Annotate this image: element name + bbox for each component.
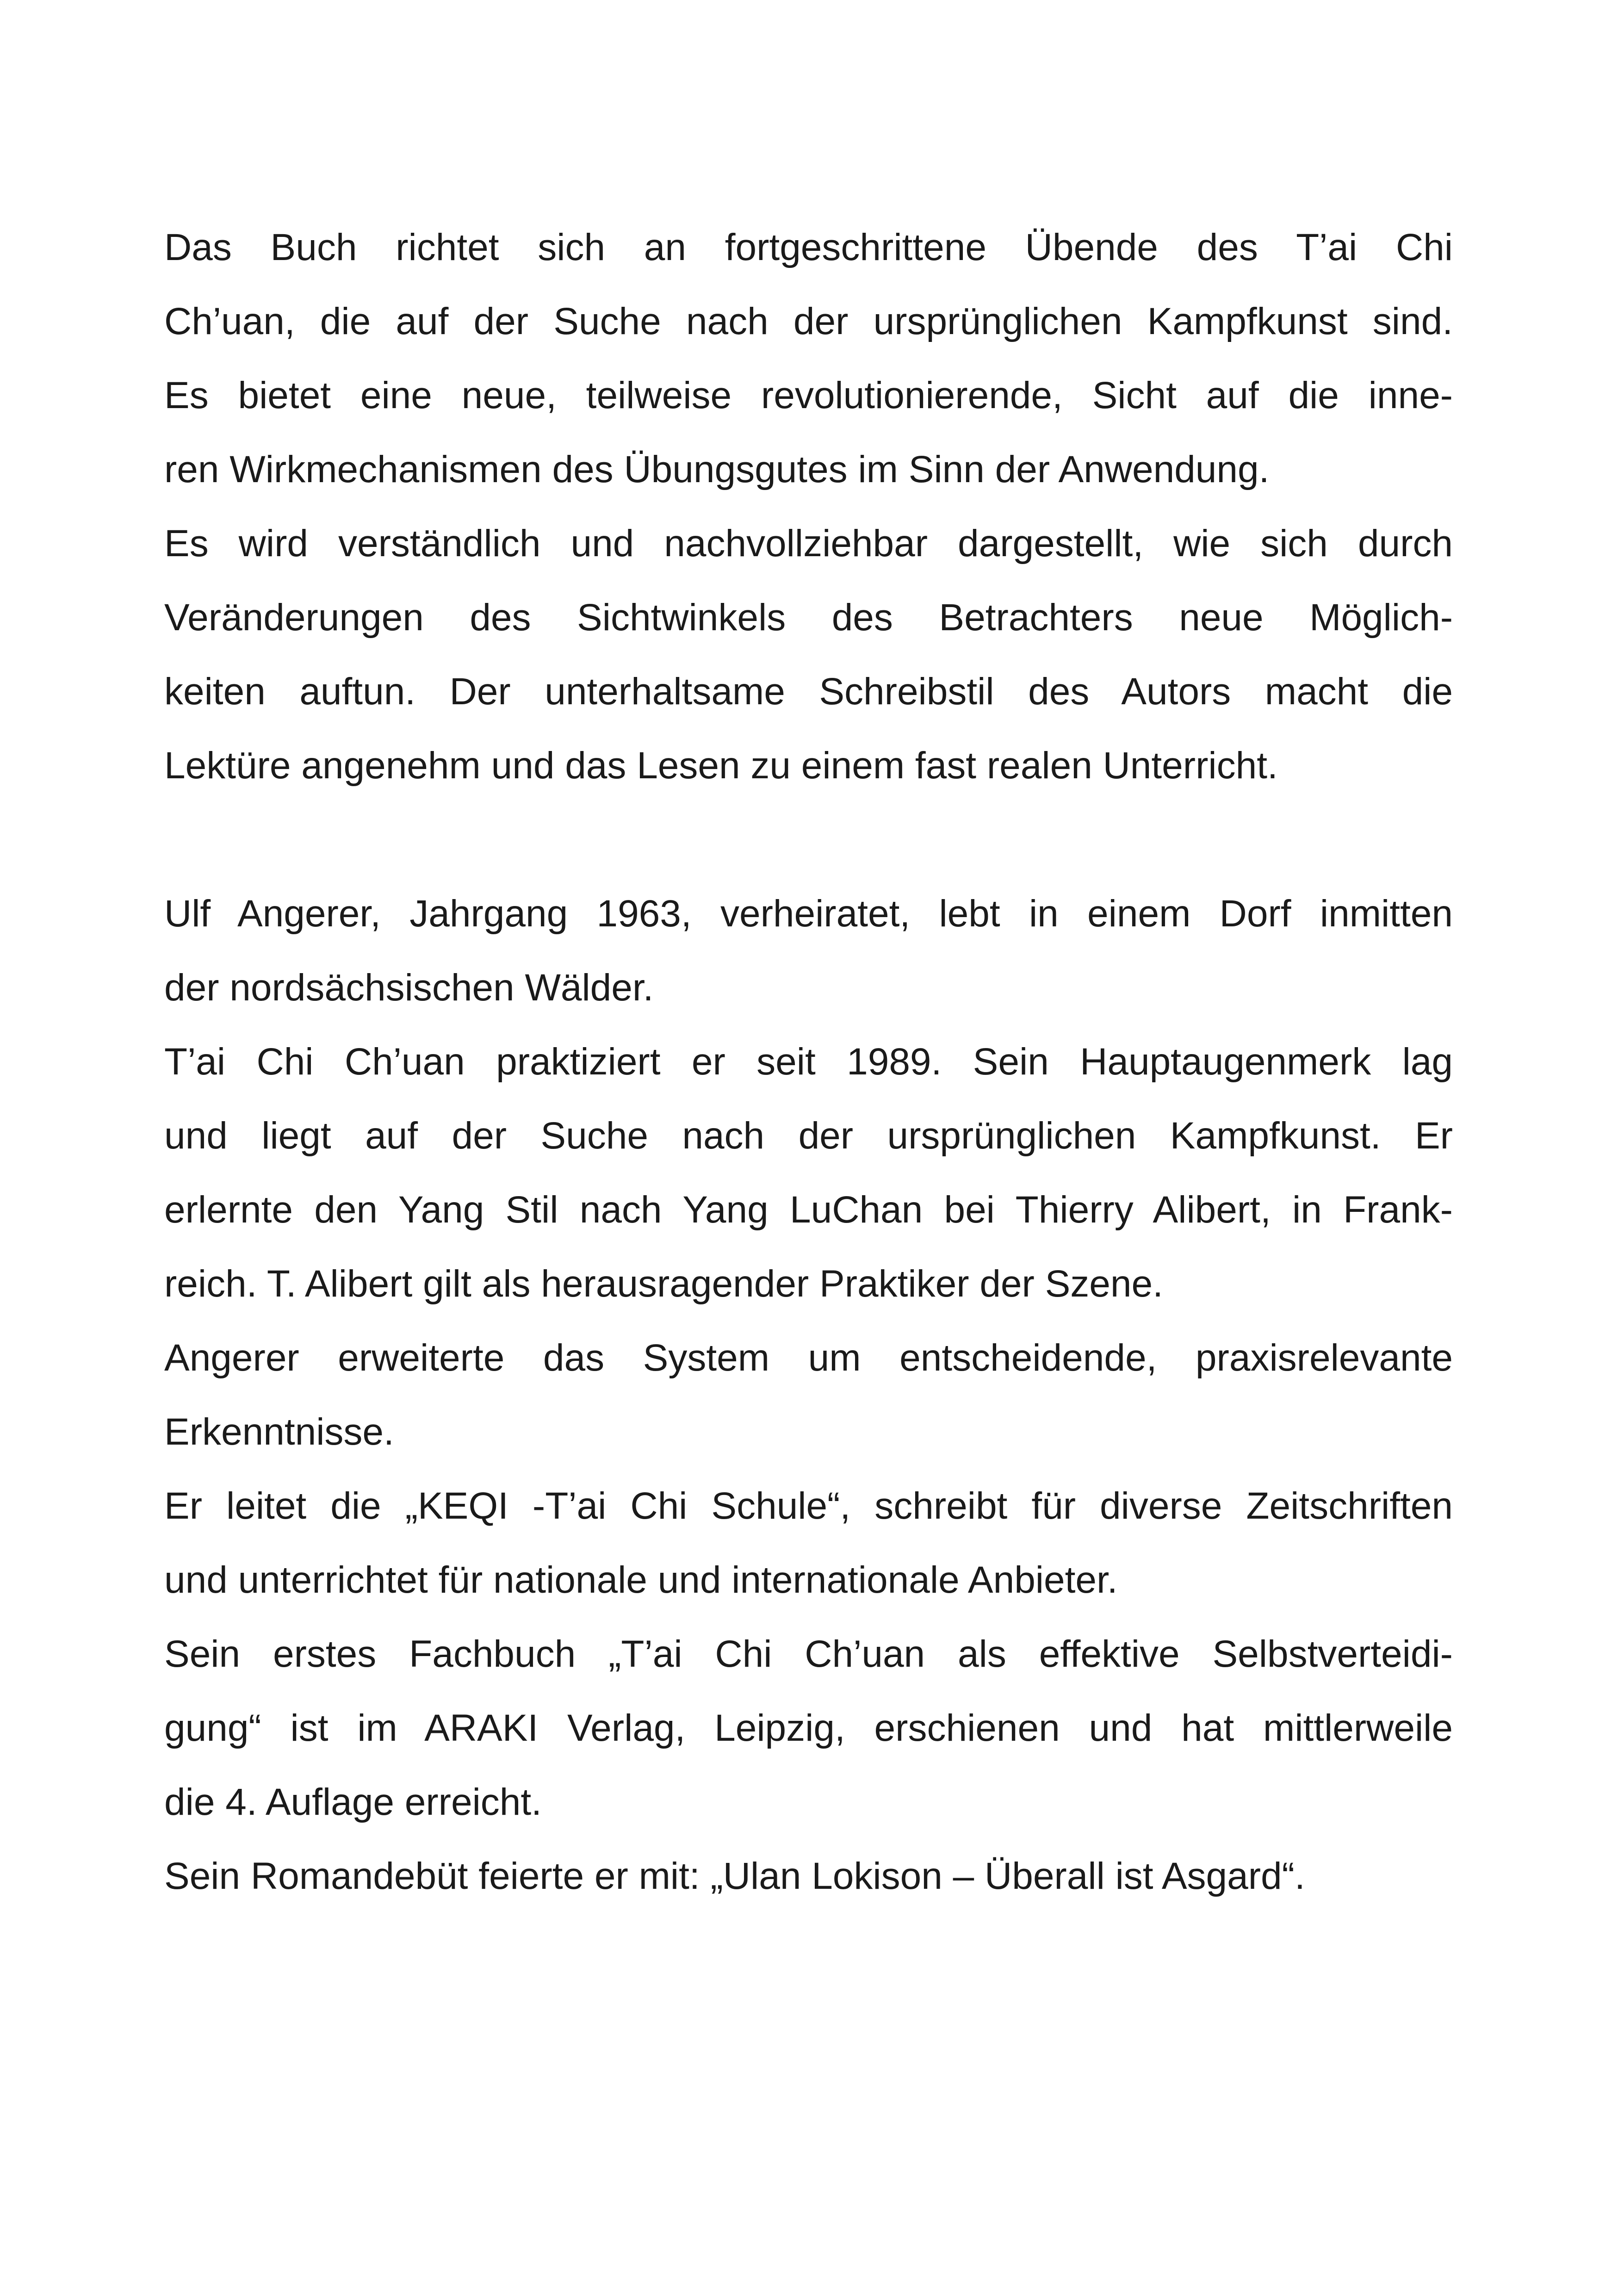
text-line: Angerer erweiterte das System um entscheidende, praxisrelevante xyxy=(164,1337,1453,1379)
text-line: erlernte den Yang Stil nach Yang LuChan bei Thierry Alibert, in Frank- xyxy=(164,1189,1453,1231)
author-bio-paragraph xyxy=(164,877,1453,1913)
text-line: keiten auftun. Der unterhaltsame Schreibstil des Autors macht die xyxy=(164,670,1453,713)
text-line: T’ai Chi Ch’uan praktiziert er seit 1989. Sein Hauptaugenmerk lag xyxy=(164,1041,1453,1083)
text-line: Es bietet eine neue, teilweise revolutionierende, Sicht auf die inne- xyxy=(164,374,1453,416)
book-description-paragraph xyxy=(164,211,1453,803)
text-line: Veränderungen des Sichtwinkels des Betrachters neue Möglich- xyxy=(164,596,1453,639)
text-line: Sein Romandebüt feierte er mit: „Ulan Lokison – Überall ist Asgard“. xyxy=(164,1855,1305,1897)
text-line: Lektüre angenehm und das Lesen zu einem fast realen Unterricht. xyxy=(164,745,1278,787)
text-line: Ch’uan, die auf der Suche nach der ursprünglichen Kampfkunst sind. xyxy=(164,300,1453,342)
text-line: Er leitet die „KEQI -T’ai Chi Schule“, schreibt für diverse Zeitschriften xyxy=(164,1485,1453,1527)
text-line: reich. T. Alibert gilt als herausragender Praktiker der Szene. xyxy=(164,1263,1163,1305)
text-line: die 4. Auflage erreicht. xyxy=(164,1781,542,1823)
text-line: Es wird verständlich und nachvollziehbar dargestellt, wie sich durch xyxy=(164,522,1453,565)
text-line: Das Buch richtet sich an fortgeschrittene Übende des T’ai Chi xyxy=(164,226,1453,268)
text-line: ren Wirkmechanismen des Übungsgutes im Sinn der Anwendung. xyxy=(164,448,1270,490)
text-line: Sein erstes Fachbuch „T’ai Chi Ch’uan als effektive Selbstverteidi- xyxy=(164,1633,1453,1675)
text-line: der nordsächsischen Wälder. xyxy=(164,967,654,1009)
text-line: Erkenntnisse. xyxy=(164,1411,394,1453)
text-line: gung“ ist im ARAKI Verlag, Leipzig, erschienen und hat mittlerweile xyxy=(164,1707,1453,1749)
text-line: Ulf Angerer, Jahrgang 1963, verheiratet, lebt in einem Dorf inmitten xyxy=(164,893,1453,935)
text-line: und liegt auf der Suche nach der ursprünglichen Kampfkunst. Er xyxy=(164,1115,1453,1157)
text-line: und unterrichtet für nationale und internationale Anbieter. xyxy=(164,1559,1118,1601)
